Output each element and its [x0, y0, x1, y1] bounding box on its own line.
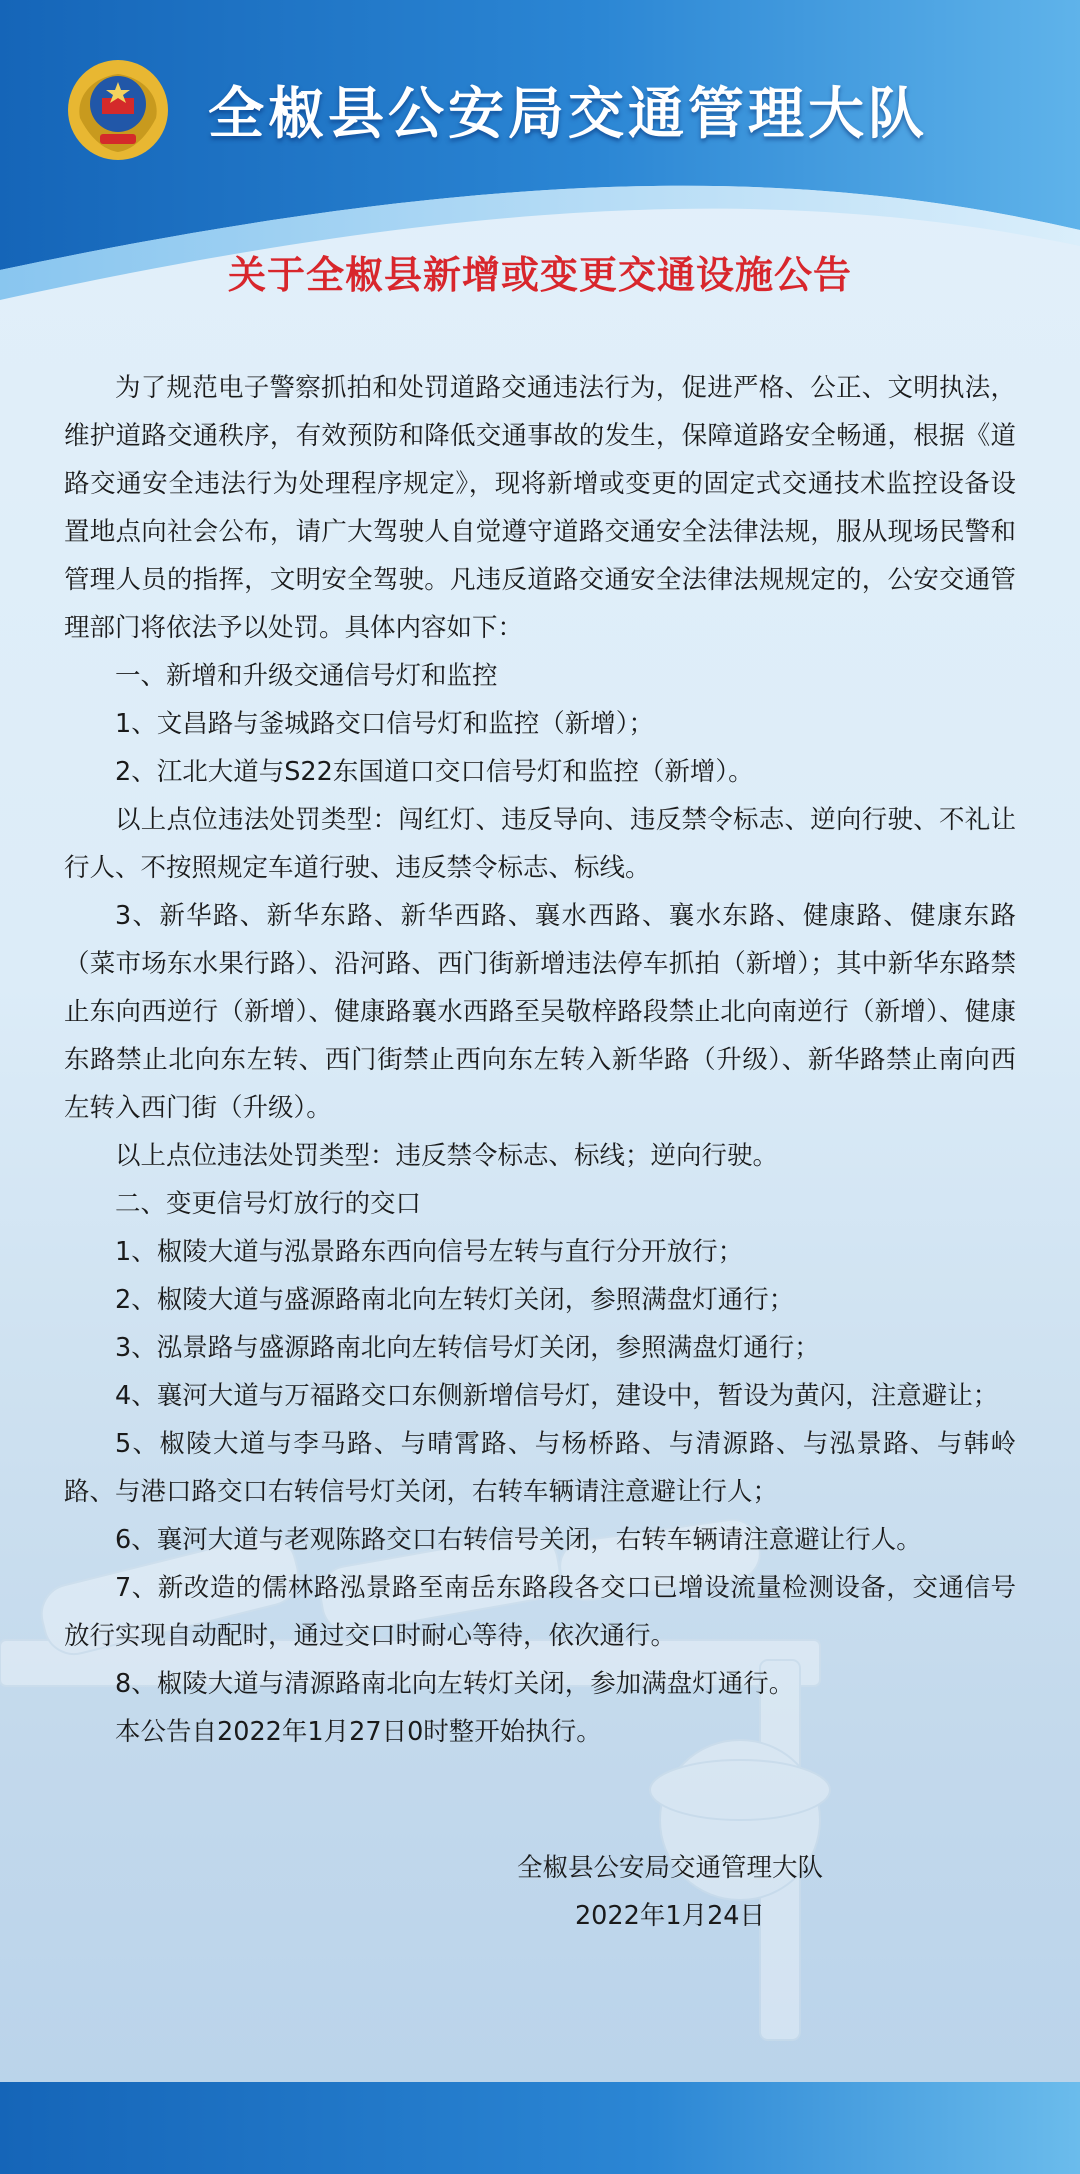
- list-item: 7、新改造的儒林路泓景路至南岳东路段各交口已增设流量检测设备，交通信号放行实现自动配时，通过交口时耐心等待，依次通行。: [64, 1573, 1016, 1651]
- list-item: 1、文昌路与釜城路交口信号灯和监控（新增）；: [115, 709, 654, 739]
- list-item: 2、椒陵大道与盛源路南北向左转灯关闭，参照满盘灯通行；: [115, 1285, 795, 1315]
- effective-date-paragraph: 本公告自2022年1月27日0时整开始执行。: [115, 1717, 602, 1747]
- section-heading-changed-signals: 二、变更信号灯放行的交口: [115, 1189, 422, 1219]
- list-item: 3、泓景路与盛源路南北向左转信号灯关闭，参照满盘灯通行；: [115, 1333, 820, 1363]
- footer-banner: [0, 2082, 1080, 2174]
- penalty-types-paragraph: 以上点位违法处罚类型：违反禁令标志、标线；逆向行驶。: [115, 1141, 779, 1171]
- intro-paragraph: 为了规范电子警察抓拍和处罚道路交通违法行为，促进严格、公正、文明执法，维护道路交通秩序，有效预防和降低交通事故的发生，保障道路安全畅通，根据《道路交通安全违法行为处理程序规定》，现将新增或变更的固定式交通技术监控设备设置地点向社会公布，请广大驾驶人自觉遵守道路交通安全法律法规，服从现场民警和管理人员的指挥，文明安全驾驶。凡违反道路交通安全法律法规规定的，公安交通管理部门将依法予以处罚。具体内容如下：: [64, 373, 1016, 643]
- notice-body: [64, 364, 1016, 1756]
- list-item: 6、襄河大道与老观陈路交口右转信号关闭，右转车辆请注意避让行人。: [115, 1525, 922, 1555]
- notice-title: 关于全椒县新增或变更交通设施公告: [227, 253, 852, 297]
- organization-title: 全椒县公安局交通管理大队: [208, 81, 928, 147]
- list-item: 1、椒陵大道与泓景路东西向信号左转与直行分开放行；: [115, 1237, 744, 1267]
- signature-date: 2022年1月24日: [574, 1901, 766, 1931]
- police-emblem-icon: [66, 58, 170, 162]
- penalty-types-paragraph: 以上点位违法处罚类型：闯红灯、违反导向、违反禁令标志、逆向行驶、不礼让行人、不按照规定车道行驶、违反禁令标志、标线。: [64, 805, 1016, 883]
- list-item: 3、新华路、新华东路、新华西路、襄水西路、襄水东路、健康路、健康东路（菜市场东水果行路）、沿河路、西门街新增违法停车抓拍（新增）；其中新华东路禁止东向西逆行（新增）、健康路襄水西路至吴敬梓路段禁止北向南逆行（新增）、健康东路禁止北向东左转、西门街禁止西向东左转入新华路（升级）、新华路禁止南向西左转入西门街（升级）。: [64, 901, 1016, 1123]
- list-item: 4、襄河大道与万福路交口东侧新增信号灯，建设中，暂设为黄闪，注意避让；: [115, 1381, 999, 1411]
- section-heading-new-signals: 一、新增和升级交通信号灯和监控: [115, 661, 498, 691]
- list-item: 5、椒陵大道与李马路、与晴霄路、与杨桥路、与清源路、与泓景路、与韩岭路、与港口路交口右转信号灯关闭，右转车辆请注意避让行人；: [64, 1429, 1016, 1507]
- signature-block: [480, 1844, 860, 1940]
- signature-organization: 全椒县公安局交通管理大队: [516, 1853, 823, 1883]
- list-item: 8、椒陵大道与清源路南北向左转灯关闭，参加满盘灯通行。: [115, 1669, 795, 1699]
- list-item: 2、江北大道与S22东国道口交口信号灯和监控（新增）。: [115, 757, 754, 787]
